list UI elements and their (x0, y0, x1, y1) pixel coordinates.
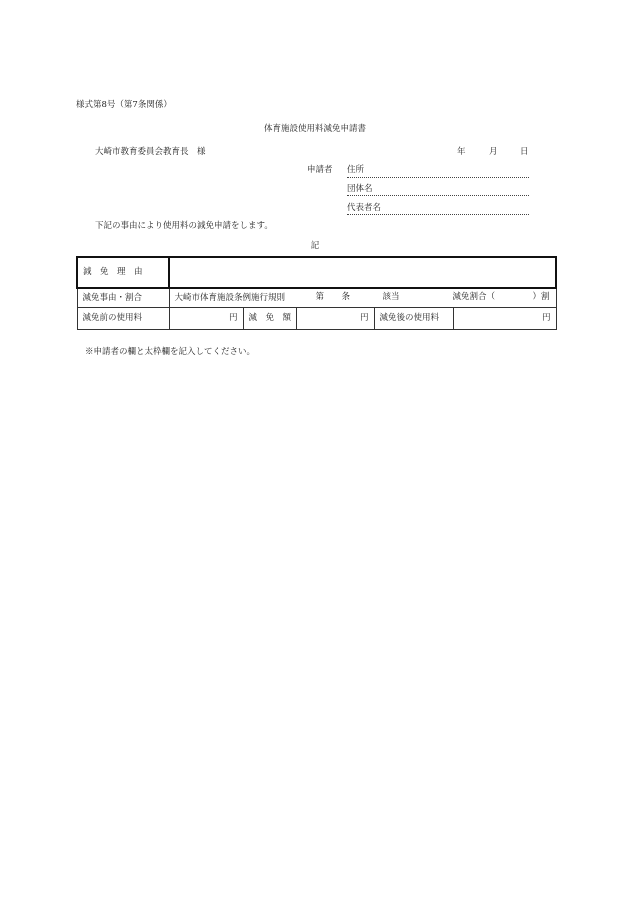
basis-gaitou: 該当 (382, 292, 400, 302)
basis-label: 減免事由・割合 (77, 288, 169, 308)
footnote: ※申請者の欄と太枠欄を記入してください。 (85, 347, 256, 357)
representative-label: 代表者名 (347, 203, 382, 213)
fee-before-field[interactable]: 円 (169, 308, 243, 330)
fee-row (77, 308, 556, 330)
fee-before-label: 減免前の使用料 (77, 308, 169, 330)
fee-after-field[interactable]: 円 (453, 308, 556, 330)
form-title: 体育施設使用料減免申請書 (263, 124, 366, 134)
basis-rate-open: 減免割合（ (452, 292, 496, 302)
discount-label: 減 免 額 (243, 308, 296, 330)
date-day-label: 日 (520, 147, 529, 157)
basis-row (77, 288, 556, 308)
representative-field[interactable] (347, 214, 529, 215)
application-table (76, 256, 557, 330)
fee-after-label: 減免後の使用料 (374, 308, 453, 330)
intro-text: 下記の事由により使用料の減免申請をします。 (95, 221, 273, 231)
reason-row (77, 257, 556, 288)
address-label: 住所 (347, 165, 365, 175)
organization-field[interactable] (347, 195, 529, 196)
applicant-label: 申請者 (307, 165, 333, 175)
basis-field[interactable] (169, 288, 556, 308)
basis-rule-text: 大崎市体育施設条例施行規則 (174, 292, 286, 303)
date-month-label: 月 (489, 147, 498, 157)
reason-label: 減 免 理 由 (77, 257, 169, 288)
date-year-label: 年 (457, 147, 466, 157)
address-field[interactable] (347, 177, 529, 178)
addressee: 大崎市教育委員会教育長 様 (95, 147, 206, 157)
basis-jou: 条 (341, 292, 351, 302)
ki-heading: 記 (310, 241, 320, 251)
form-number: 様式第8号（第7条関係） (76, 100, 172, 110)
basis-rate-close: ）割 (532, 292, 550, 302)
discount-field[interactable]: 円 (296, 308, 374, 330)
reason-field[interactable] (169, 257, 556, 288)
organization-label: 団体名 (347, 184, 373, 194)
basis-dai: 第 (315, 292, 325, 302)
